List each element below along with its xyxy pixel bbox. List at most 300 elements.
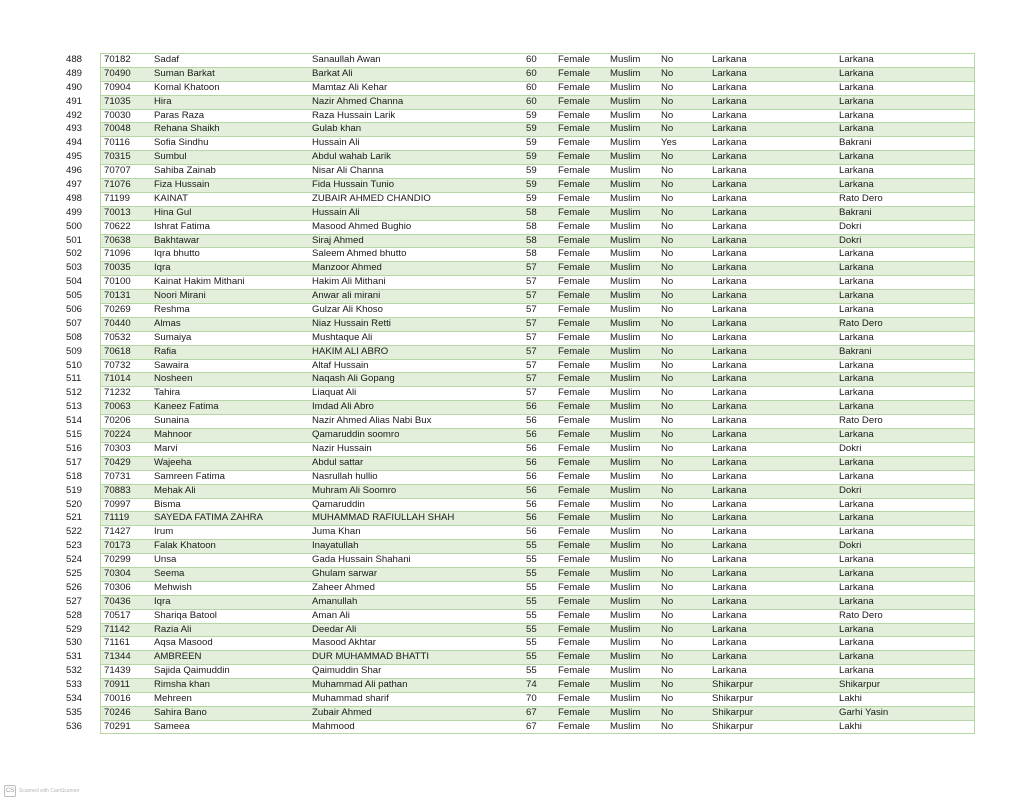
disability-cell: No [661, 359, 674, 371]
father-name-cell: HAKIM ALI ABRO [312, 345, 389, 357]
table-row [0, 706, 1024, 720]
serial-number-cell: 491 [66, 95, 83, 107]
religion-cell: Muslim [610, 706, 641, 718]
taluka-cell: Rato Dero [839, 317, 883, 329]
father-name-cell: Abdul sattar [312, 456, 364, 468]
taluka-cell: Bakrani [839, 137, 872, 149]
gender-cell: Female [558, 429, 590, 441]
district-cell: Shikarpur [712, 679, 754, 691]
disability-cell: No [661, 498, 674, 510]
roll-number-cell: 70048 [104, 123, 131, 135]
taluka-cell: Larkana [839, 95, 874, 107]
taluka-cell: Rato Dero [839, 415, 883, 427]
roll-number-cell: 71161 [104, 637, 130, 649]
serial-number-cell: 502 [66, 248, 83, 260]
table-row [0, 470, 1024, 484]
disability-cell: No [661, 248, 674, 260]
religion-cell: Muslim [610, 67, 641, 79]
father-name-cell: Raza Hussain Larik [312, 109, 396, 121]
gender-cell: Female [558, 276, 590, 288]
disability-cell: No [661, 192, 674, 204]
table-row [0, 109, 1024, 123]
district-cell: Larkana [712, 387, 747, 399]
candidate-name-cell: Mehwish [154, 581, 192, 593]
taluka-cell: Larkana [839, 637, 874, 649]
serial-number-cell: 522 [66, 526, 83, 538]
table-row [0, 275, 1024, 289]
marks-cell: 59 [526, 151, 537, 163]
candidate-name-cell: Sunaina [154, 415, 190, 427]
religion-cell: Muslim [610, 679, 641, 691]
father-name-cell: Anwar ali mirani [312, 290, 381, 302]
religion-cell: Muslim [610, 373, 641, 385]
serial-number-cell: 506 [66, 304, 83, 316]
roll-number-cell: 70532 [104, 331, 131, 343]
religion-cell: Muslim [610, 637, 641, 649]
religion-cell: Muslim [610, 387, 641, 399]
gender-cell: Female [558, 137, 590, 149]
table-row [0, 636, 1024, 650]
disability-cell: No [661, 456, 674, 468]
father-name-cell: MUHAMMAD RAFIULLAH SHAH [312, 512, 455, 524]
table-row [0, 650, 1024, 664]
marks-cell: 57 [526, 276, 537, 288]
candidate-name-cell: Mehak Ali [154, 484, 196, 496]
table-row [0, 317, 1024, 331]
father-name-cell: Mamtaz Ali Kehar [312, 81, 388, 93]
roll-number-cell: 70269 [104, 304, 131, 316]
disability-cell: No [661, 262, 674, 274]
father-name-cell: ZUBAIR AHMED CHANDIO [312, 192, 431, 204]
gender-cell: Female [558, 206, 590, 218]
disability-cell: No [661, 276, 674, 288]
candidate-name-cell: Mahnoor [154, 429, 192, 441]
serial-number-cell: 490 [66, 81, 83, 93]
taluka-cell: Dokri [839, 234, 862, 246]
father-name-cell: Gulab khan [312, 123, 362, 135]
father-name-cell: Gulzar Ali Khoso [312, 304, 383, 316]
district-cell: Shikarpur [712, 706, 754, 718]
father-name-cell: Mahmood [312, 720, 355, 732]
religion-cell: Muslim [610, 651, 641, 663]
marks-cell: 55 [526, 567, 537, 579]
candidate-name-cell: Sawaira [154, 359, 189, 371]
marks-cell: 60 [526, 95, 537, 107]
table-row [0, 442, 1024, 456]
gender-cell: Female [558, 623, 590, 635]
table-row [0, 192, 1024, 206]
district-cell: Larkana [712, 165, 747, 177]
candidate-name-cell: Komal Khatoon [154, 81, 220, 93]
district-cell: Larkana [712, 317, 747, 329]
religion-cell: Muslim [610, 220, 641, 232]
gender-cell: Female [558, 331, 590, 343]
gender-cell: Female [558, 512, 590, 524]
religion-cell: Muslim [610, 692, 641, 704]
district-cell: Larkana [712, 609, 747, 621]
marks-cell: 58 [526, 206, 537, 218]
disability-cell: No [661, 304, 674, 316]
roll-number-cell: 70246 [104, 706, 131, 718]
roll-number-cell: 70315 [104, 151, 131, 163]
religion-cell: Muslim [610, 554, 641, 566]
table-row [0, 331, 1024, 345]
district-cell: Larkana [712, 429, 747, 441]
marks-cell: 59 [526, 109, 537, 121]
candidate-name-cell: Samreen Fatima [154, 470, 225, 482]
gender-cell: Female [558, 165, 590, 177]
candidate-name-cell: Hina Gul [154, 206, 192, 218]
religion-cell: Muslim [610, 498, 641, 510]
district-cell: Larkana [712, 637, 747, 649]
gender-cell: Female [558, 234, 590, 246]
table-row [0, 261, 1024, 275]
disability-cell: No [661, 526, 674, 538]
district-cell: Shikarpur [712, 692, 754, 704]
marks-cell: 58 [526, 234, 537, 246]
serial-number-cell: 511 [66, 373, 82, 385]
candidate-name-cell: AMBREEN [154, 651, 202, 663]
table-row [0, 303, 1024, 317]
religion-cell: Muslim [610, 137, 641, 149]
serial-number-cell: 525 [66, 567, 83, 579]
gender-cell: Female [558, 67, 590, 79]
gender-cell: Female [558, 192, 590, 204]
district-cell: Larkana [712, 470, 747, 482]
roll-number-cell: 70173 [104, 540, 131, 552]
father-name-cell: Qamaruddin [312, 498, 365, 510]
district-cell: Larkana [712, 290, 747, 302]
taluka-cell: Larkana [839, 359, 874, 371]
gender-cell: Female [558, 720, 590, 732]
religion-cell: Muslim [610, 276, 641, 288]
gender-cell: Female [558, 54, 590, 65]
roll-number-cell: 70035 [104, 262, 131, 274]
disability-cell: No [661, 123, 674, 135]
father-name-cell: Fida Hussain Tunio [312, 179, 395, 191]
disability-cell: No [661, 345, 674, 357]
father-name-cell: Saleem Ahmed bhutto [312, 248, 407, 260]
disability-cell: No [661, 54, 674, 65]
religion-cell: Muslim [610, 304, 641, 316]
taluka-cell: Larkana [839, 456, 874, 468]
table-row [0, 150, 1024, 164]
religion-cell: Muslim [610, 54, 641, 65]
roll-number-cell: 70206 [104, 415, 131, 427]
table-row [0, 553, 1024, 567]
roll-number-cell: 71439 [104, 665, 131, 677]
serial-number-cell: 523 [66, 540, 83, 552]
taluka-cell: Larkana [839, 151, 874, 163]
serial-number-cell: 526 [66, 581, 83, 593]
roll-number-cell: 70013 [104, 206, 131, 218]
religion-cell: Muslim [610, 623, 641, 635]
gender-cell: Female [558, 581, 590, 593]
gender-cell: Female [558, 595, 590, 607]
roll-number-cell: 71035 [104, 95, 131, 107]
table-row [0, 234, 1024, 248]
table-row [0, 525, 1024, 539]
serial-number-cell: 521 [66, 512, 83, 524]
candidate-name-cell: Aqsa Masood [154, 637, 213, 649]
disability-cell: No [661, 95, 674, 107]
disability-cell: No [661, 290, 674, 302]
district-cell: Larkana [712, 567, 747, 579]
disability-cell: No [661, 373, 674, 385]
roll-number-cell: 70997 [104, 498, 131, 510]
candidate-name-cell: Sahiba Zainab [154, 165, 216, 177]
father-name-cell: Deedar Ali [312, 623, 357, 635]
disability-cell: No [661, 165, 674, 177]
serial-number-cell: 535 [66, 706, 83, 718]
district-cell: Larkana [712, 623, 747, 635]
father-name-cell: Nazir Ahmed Channa [312, 95, 404, 107]
gender-cell: Female [558, 359, 590, 371]
religion-cell: Muslim [610, 720, 641, 732]
disability-cell: No [661, 512, 674, 524]
district-cell: Larkana [712, 373, 747, 385]
table-row [0, 581, 1024, 595]
serial-number-cell: 516 [66, 442, 83, 454]
religion-cell: Muslim [610, 151, 641, 163]
father-name-cell: Liaquat Ali [312, 387, 357, 399]
serial-number-cell: 507 [66, 317, 83, 329]
candidate-name-cell: Ishrat Fatima [154, 220, 210, 232]
father-name-cell: Nasrullah hullio [312, 470, 378, 482]
marks-cell: 56 [526, 442, 537, 454]
marks-cell: 56 [526, 470, 537, 482]
district-cell: Shikarpur [712, 720, 754, 732]
religion-cell: Muslim [610, 470, 641, 482]
father-name-cell: Juma Khan [312, 526, 361, 538]
taluka-cell: Larkana [839, 401, 874, 413]
district-cell: Larkana [712, 248, 747, 260]
taluka-cell: Larkana [839, 290, 874, 302]
taluka-cell: Shikarpur [839, 679, 881, 691]
serial-number-cell: 498 [66, 192, 83, 204]
candidate-name-cell: Rafia [154, 345, 177, 357]
marks-cell: 55 [526, 540, 537, 552]
taluka-cell: Dokri [839, 484, 862, 496]
gender-cell: Female [558, 470, 590, 482]
serial-number-cell: 530 [66, 637, 83, 649]
taluka-cell: Larkana [839, 373, 874, 385]
serial-number-cell: 518 [66, 470, 83, 482]
district-cell: Larkana [712, 67, 747, 79]
disability-cell: No [661, 567, 674, 579]
roll-number-cell: 71119 [104, 512, 130, 524]
father-name-cell: Naqash Ali Gopang [312, 373, 395, 385]
candidate-name-cell: Kaneez Fatima [154, 401, 219, 413]
taluka-cell: Rato Dero [839, 192, 883, 204]
marks-cell: 60 [526, 81, 537, 93]
disability-cell: No [661, 206, 674, 218]
gender-cell: Female [558, 123, 590, 135]
religion-cell: Muslim [610, 179, 641, 191]
roll-number-cell: 70100 [104, 276, 131, 288]
taluka-cell: Larkana [839, 109, 874, 121]
disability-cell: No [661, 706, 674, 718]
district-cell: Larkana [712, 179, 747, 191]
table-row [0, 511, 1024, 525]
table-row [0, 164, 1024, 178]
roll-number-cell: 70030 [104, 109, 131, 121]
roll-number-cell: 71076 [104, 179, 131, 191]
taluka-cell: Larkana [839, 623, 874, 635]
candidate-name-cell: Unsa [154, 554, 177, 566]
religion-cell: Muslim [610, 567, 641, 579]
disability-cell: No [661, 470, 674, 482]
roll-number-cell: 70299 [104, 554, 131, 566]
taluka-cell: Larkana [839, 470, 874, 482]
table-row [0, 456, 1024, 470]
taluka-cell: Larkana [839, 512, 874, 524]
gender-cell: Female [558, 387, 590, 399]
marks-cell: 56 [526, 484, 537, 496]
father-name-cell: Barkat Ali [312, 67, 353, 79]
religion-cell: Muslim [610, 442, 641, 454]
serial-number-cell: 499 [66, 206, 83, 218]
taluka-cell: Larkana [839, 165, 874, 177]
district-cell: Larkana [712, 415, 747, 427]
religion-cell: Muslim [610, 484, 641, 496]
father-name-cell: Amanullah [312, 595, 358, 607]
religion-cell: Muslim [610, 359, 641, 371]
religion-cell: Muslim [610, 331, 641, 343]
district-cell: Larkana [712, 401, 747, 413]
candidate-name-cell: Iqra bhutto [154, 248, 200, 260]
candidate-name-cell: Iqra [154, 262, 171, 274]
father-name-cell: Nazir Hussain [312, 442, 372, 454]
district-cell: Larkana [712, 498, 747, 510]
serial-number-cell: 534 [66, 692, 83, 704]
serial-number-cell: 512 [66, 387, 83, 399]
gender-cell: Female [558, 415, 590, 427]
table-row [0, 67, 1024, 81]
roll-number-cell: 70622 [104, 220, 131, 232]
religion-cell: Muslim [610, 290, 641, 302]
table-row [0, 623, 1024, 637]
district-cell: Larkana [712, 54, 747, 65]
taluka-cell: Larkana [839, 331, 874, 343]
district-cell: Larkana [712, 220, 747, 232]
district-cell: Larkana [712, 192, 747, 204]
disability-cell: No [661, 442, 674, 454]
gender-cell: Female [558, 442, 590, 454]
serial-number-cell: 524 [66, 554, 83, 566]
father-name-cell: Hussain Ali [312, 137, 360, 149]
disability-cell: No [661, 637, 674, 649]
father-name-cell: Hakim Ali Mithani [312, 276, 386, 288]
marks-cell: 60 [526, 54, 537, 65]
marks-cell: 57 [526, 359, 537, 371]
taluka-cell: Larkana [839, 304, 874, 316]
roll-number-cell: 70182 [104, 54, 131, 65]
roll-number-cell: 70131 [104, 290, 131, 302]
marks-cell: 55 [526, 554, 537, 566]
religion-cell: Muslim [610, 206, 641, 218]
marks-cell: 56 [526, 429, 537, 441]
candidate-name-cell: Tahira [154, 387, 181, 399]
candidate-name-cell: Paras Raza [154, 109, 205, 121]
marks-cell: 55 [526, 637, 537, 649]
results-table [0, 53, 1024, 734]
father-name-cell: Niaz Hussain Retti [312, 317, 391, 329]
gender-cell: Female [558, 706, 590, 718]
candidate-name-cell: Fiza Hussain [154, 179, 210, 191]
table-row [0, 595, 1024, 609]
father-name-cell: Masood Akhtar [312, 637, 376, 649]
disability-cell: No [661, 151, 674, 163]
taluka-cell: Larkana [839, 123, 874, 135]
table-row [0, 414, 1024, 428]
father-name-cell: Masood Ahmed Bughio [312, 220, 412, 232]
candidate-name-cell: Falak Khatoon [154, 540, 216, 552]
disability-cell: No [661, 720, 674, 732]
table-row [0, 372, 1024, 386]
table-row [0, 220, 1024, 234]
table-row [0, 609, 1024, 623]
disability-cell: No [661, 331, 674, 343]
marks-cell: 59 [526, 165, 537, 177]
taluka-cell: Larkana [839, 554, 874, 566]
district-cell: Larkana [712, 345, 747, 357]
disability-cell: No [661, 595, 674, 607]
serial-number-cell: 496 [66, 165, 83, 177]
candidate-name-cell: Kainat Hakim Mithani [154, 276, 245, 288]
disability-cell: No [661, 581, 674, 593]
marks-cell: 60 [526, 67, 537, 79]
marks-cell: 56 [526, 526, 537, 538]
father-name-cell: Mushtaque Ali [312, 331, 373, 343]
disability-cell: No [661, 609, 674, 621]
marks-cell: 57 [526, 317, 537, 329]
disability-cell: No [661, 234, 674, 246]
candidate-name-cell: Almas [154, 317, 181, 329]
disability-cell: No [661, 387, 674, 399]
serial-number-cell: 520 [66, 498, 83, 510]
serial-number-cell: 514 [66, 415, 83, 427]
district-cell: Larkana [712, 123, 747, 135]
roll-number-cell: 70429 [104, 456, 131, 468]
father-name-cell: Altaf Hussain [312, 359, 369, 371]
district-cell: Larkana [712, 151, 747, 163]
taluka-cell: Bakrani [839, 345, 872, 357]
gender-cell: Female [558, 484, 590, 496]
district-cell: Larkana [712, 81, 747, 93]
disability-cell: No [661, 665, 674, 677]
serial-number-cell: 509 [66, 345, 83, 357]
candidate-name-cell: Sajida Qaimuddin [154, 665, 230, 677]
father-name-cell: Nazir Ahmed Alias Nabi Bux [312, 415, 432, 427]
table-row [0, 178, 1024, 192]
roll-number-cell: 71427 [104, 526, 131, 538]
taluka-cell: Dokri [839, 540, 862, 552]
roll-number-cell: 70490 [104, 67, 131, 79]
table-row [0, 539, 1024, 553]
roll-number-cell: 70436 [104, 595, 131, 607]
religion-cell: Muslim [610, 456, 641, 468]
father-name-cell: Imdad Ali Abro [312, 401, 374, 413]
disability-cell: No [661, 540, 674, 552]
roll-number-cell: 70638 [104, 234, 131, 246]
table-row [0, 81, 1024, 95]
taluka-cell: Larkana [839, 262, 874, 274]
table-row [0, 289, 1024, 303]
marks-cell: 57 [526, 304, 537, 316]
marks-cell: 56 [526, 415, 537, 427]
marks-cell: 55 [526, 595, 537, 607]
